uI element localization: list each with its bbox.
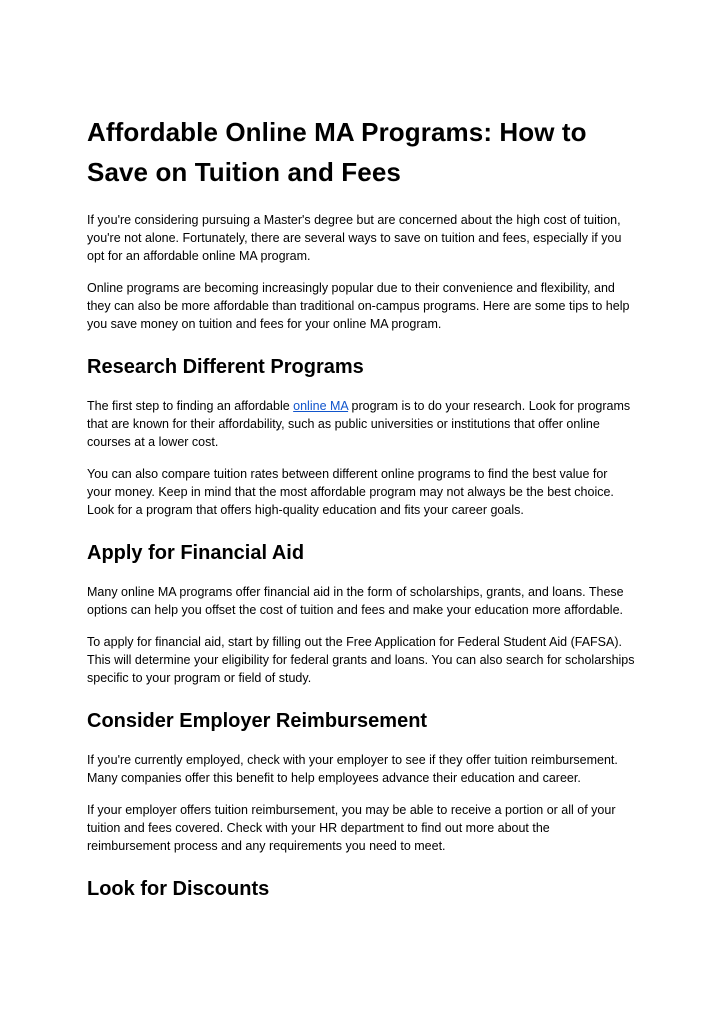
research-paragraph-1 bbox=[87, 397, 635, 451]
article-title: Affordable Online MA Programs: How to Save on Tuition and Fees bbox=[87, 117, 587, 187]
research-text-before-link: The first step to finding an affordable bbox=[87, 399, 294, 413]
intro-paragraph-1: If you're considering pursuing a Master's degree but are concerned about the high cost of tuition, you're not alone. Fortunately, there are several ways to save on tuition and fees, especially if you opt for an affordable online MA program. bbox=[87, 213, 622, 263]
research-text-after-link: program is to do your research. Look for programs that are known for their affordability, such as public universities or institutions that offer online courses at a lower cost. bbox=[87, 399, 631, 449]
intro-paragraph-2: Online programs are becoming increasingly popular due to their convenience and flexibility, and they can also be more affordable than traditional on-campus programs. Here are some tips to help you save money on tuition and fees for your online MA program. bbox=[87, 281, 630, 331]
section-heading-employer-reimbursement: Consider Employer Reimbursement bbox=[87, 710, 428, 732]
research-paragraph-2: You can also compare tuition rates between different online programs to find the best value for your money. Keep in mind that the most affordable program may not always be the best choice. Look for a program that offers high-quality education and fits your career goals. bbox=[87, 467, 614, 517]
employer-paragraph-2: If your employer offers tuition reimbursement, you may be able to receive a portion or all of your tuition and fees covered. Check with your HR department to find out more about the reimbursement process and any requirements you need to meet. bbox=[87, 803, 616, 853]
online-ma-link[interactable]: online MA bbox=[293, 399, 349, 413]
employer-paragraph-1: If you're currently employed, check with your employer to see if they offer tuition reimbursement. Many companies offer this benefit to help employees advance their education and career. bbox=[87, 753, 618, 785]
section-heading-research: Research Different Programs bbox=[87, 356, 364, 378]
financial-aid-paragraph-1: Many online MA programs offer financial aid in the form of scholarships, grants, and loans. These options can help you offset the cost of tuition and fees and make your education more affordable. bbox=[87, 585, 624, 617]
document-page bbox=[87, 112, 635, 919]
section-heading-discounts: Look for Discounts bbox=[87, 878, 270, 900]
financial-aid-paragraph-2: To apply for financial aid, start by filling out the Free Application for Federal Student Aid (FAFSA). This will determine your eligibility for federal grants and loans. You can also search for scholarships specific to your program or field of study. bbox=[87, 635, 635, 685]
section-heading-financial-aid: Apply for Financial Aid bbox=[87, 542, 305, 564]
